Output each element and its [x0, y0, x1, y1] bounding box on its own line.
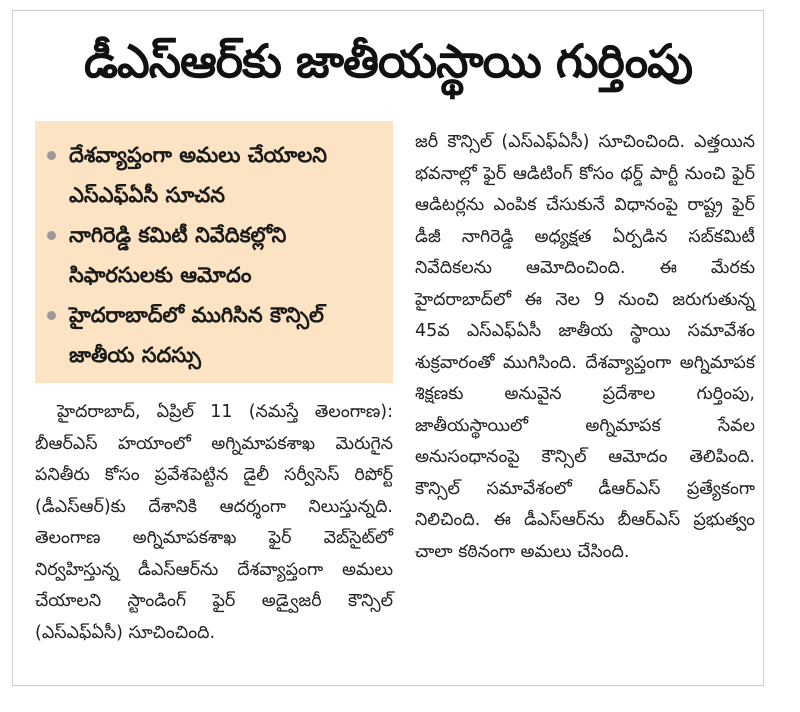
highlight-item	[43, 135, 385, 215]
bullet-icon	[47, 151, 56, 160]
newspaper-clipping	[12, 10, 764, 686]
right-column	[415, 127, 755, 568]
bullet-icon	[47, 231, 56, 240]
highlight-text: నాగిరెడ్డి కమిటీ నివేదికల్లోని సిఫారసులకు ఆమోదం	[69, 223, 287, 287]
bullet-icon	[47, 311, 56, 320]
highlight-item	[43, 215, 385, 295]
body-paragraph-left: హైదరాబాద్‌, ఏప్రిల్‌ 11 (నమస్తే తెలంగాణ): బీఆర్‌ఎస్‌ హయాంలో అగ్నిమాపకశాఖ మెరుగైన పనితీరు కోసం ప్రవేశపెట్టిన డైలీ సర్వీసెస్‌ రిపోర్ట్‌ (డీఎస్‌ఆర్‌)కు దేశానికి ఆదర్శంగా నిలుస్తున్నది. తెలంగాణ అగ్నిమాపకశాఖ ఫైర్‌ వెబ్‌సైట్‌లో నిర్వహిస్తున్న డీఎస్‌ఆర్‌ను దేశవ్యాప్తంగా అమలు చేయాలని స్టాండింగ్‌ ఫైర్‌ అడ్వైజరీ కౌన్సిల్‌ (ఎస్‌ఎఫ్‌ఏసీ) సూచించింది.	[35, 402, 393, 643]
left-column	[35, 121, 393, 649]
body-paragraph-right: జరీ కౌన్సిల్‌ (ఎస్‌ఎఫ్‌ఏసీ) సూచించింది. ఎత్తయిన భవనాల్లో ఫైర్‌ ఆడిటింగ్‌ కోసం థర్డ్‌ పార్టీ నుంచి ఫైర్‌ ఆడిటర్లను ఎంపిక చేసుకునే విధానంపై రాష్ట్ర ఫైర్‌ డీజీ నాగిరెడ్డి అధ్యక్షత ఏర్పడిన సబ్‌కమిటీ నివేదికలను ఆమోదించింది. ఈ మేరకు హైదరాబాద్‌లో ఈ నెల 9 నుంచి జరుగుతున్న 45వ ఎస్‌ఎఫ్‌ఏసీ జాతీయ స్థాయి సమావేశం శుక్రవారంతో ముగిసింది. దేశవ్యాప్తంగా అగ్నిమాపక శిక్షణకు అనువైన ప్రదేశాల గుర్తింపు, జాతీయస్థాయిలో అగ్నిమాపక సేవల అనుసంధానంపై కౌన్సిల్‌ ఆమోదం తెలిపింది. కౌన్సిల్‌ సమావేశంలో డీఆర్‌ఎస్‌ ప్రత్యేకంగా నిలిచింది. ఈ డీఎస్‌ఆర్‌ను బీఆర్‌ఎస్‌ ప్రభుత్వం చాలా కఠినంగా అమలు చేసింది.	[415, 132, 755, 562]
highlight-text: దేశవ్యాప్తంగా అమలు చేయాలని ఎస్‌ఎఫ్‌ఏసీ సూచన	[69, 143, 328, 207]
highlights-box	[35, 121, 393, 383]
headline: డీఎస్‌ఆర్‌కు జాతీయస్థాయి గుర్తింపు	[83, 34, 693, 88]
highlight-text: హైదరాబాద్‌లో ముగిసిన కౌన్సిల్‌ జాతీయ సదస్సు	[69, 303, 324, 367]
highlight-item	[43, 295, 385, 375]
